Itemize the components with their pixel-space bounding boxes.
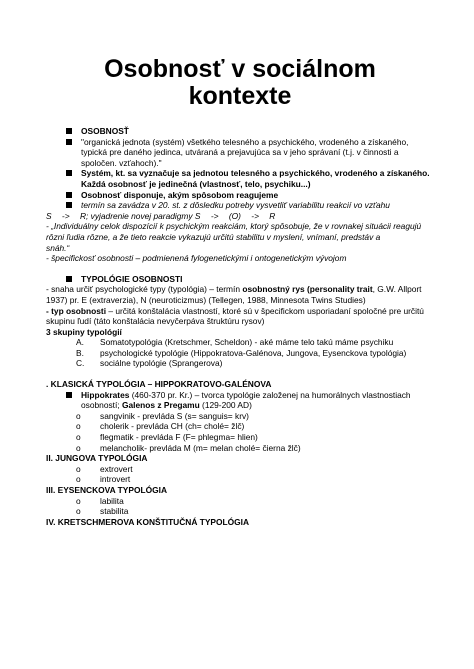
disponuje-row: [46, 190, 434, 201]
type-text: – určitá konštalácia vlastností, ktoré sú v špecifickom usporiadaní spoločné pre určitú: [106, 305, 424, 316]
list-text: psychologické typológie (Hippokratova-Galénova, Jungova, Eysenckova typológia): [100, 347, 407, 358]
list-text: melancholik- prevláda M (m= melan cholé= čierna žlč): [100, 442, 301, 453]
osobnost-quote-row: [46, 137, 434, 169]
arrow-icon: ->: [251, 210, 259, 221]
galenos-name: Galenos z Pregamu: [121, 400, 200, 411]
trait-line: 1937) pr. E (extraverzia), N (neuroticizmus) (Tellegen, 1988, Minnesota Twins Studies): [46, 294, 366, 305]
arrow-icon: ->: [61, 210, 70, 221]
kretschmer-heading: IV. KRETSCHMEROVA KONŠTITUČNÁ TYPOLÓGIA: [46, 516, 250, 527]
document-body: [46, 126, 434, 527]
hippokrates-row: [46, 390, 434, 411]
type-term: - typ osobnosti: [46, 305, 107, 316]
document-title: [46, 0, 434, 110]
eysenck-heading: III. EYSENCKOVA TYPOLÓGIA: [46, 485, 167, 495]
circle-bullet-icon: o: [76, 421, 81, 432]
system-text: [81, 168, 434, 189]
hippokrates-desc: (460-370 pr. Kr.) – tvorca typológie založenej na humorálnych vlastnostiach: [129, 389, 411, 400]
square-bullet-icon: [66, 139, 72, 145]
system-line: Každá osobnosť je jedinečná (vlastnosť, telo, psychiku...): [81, 178, 311, 189]
sor-o: (O): [228, 210, 241, 221]
osobnost-heading-row: [46, 126, 434, 137]
system-line: Systém, kt. sa vyznačuje sa jednotou telesného a psychického, vrodeného a získaného.: [81, 168, 430, 179]
list-item: [46, 337, 434, 348]
trait-paragraph: [46, 284, 434, 305]
square-bullet-icon: [66, 170, 72, 176]
square-bullet-icon: [66, 192, 72, 198]
individual-quote: [46, 221, 434, 253]
typologie-heading: TYPOLÓGIE OSOBNOSTI: [81, 273, 183, 284]
quote-line: spoločen. vzťahoch).": [81, 157, 162, 168]
galenos-years: (129-200 AD): [199, 400, 252, 411]
klasicka-heading: . KLASICKÁ TYPOLÓGIA – HIPPOKRATOVO-GALÉNOVA: [46, 379, 272, 390]
list-label: A.: [76, 337, 84, 348]
square-bullet-icon: [66, 202, 72, 208]
trait-author: , G.W. Allport: [372, 284, 422, 295]
specificity-line: - špecifickosť osobnosti – podmienená fylogenetickými i ontogenetickým vývojom: [46, 253, 347, 264]
arrow-icon: ->: [210, 210, 219, 221]
square-bullet-icon: [66, 276, 72, 282]
type-paragraph: [46, 306, 434, 327]
hippokrates-name: Hippokrates: [81, 389, 130, 400]
list-text: introvert: [100, 474, 131, 485]
list-item: [46, 358, 434, 369]
list-text: Somatotypológia (Kretschmer, Scheldon) - aké máme telo takú máme psychiku: [100, 337, 394, 348]
circle-bullet-icon: o: [76, 463, 81, 474]
list-item: [46, 443, 434, 454]
trait-text: - snaha určiť psychologické typy (typológia) – termín: [46, 284, 243, 295]
list-item: [46, 496, 434, 507]
circle-bullet-icon: o: [76, 442, 81, 453]
groups-heading: 3 skupiny typológií: [46, 326, 122, 337]
list-item: [46, 421, 434, 432]
quote2-line: rôzni ľudia rôzne, a že tieto reakcie vykazujú určitú stabilitu v myslení, vnímaní, predstáv a: [46, 231, 381, 242]
title-line-2: kontexte: [188, 82, 292, 110]
quote2-line: - „Individuálny celok dispozícií k psychickým reakciám, ktorý spôsobuje, že v rovnakej situácii reagujú: [46, 221, 422, 232]
circle-bullet-icon: o: [76, 495, 81, 506]
list-text: stabilita: [100, 506, 129, 517]
osobnost-heading: OSOBNOSŤ: [81, 126, 129, 136]
quote2-line: snáh.“: [46, 242, 70, 253]
sor-text: R; vyjadrenie novej paradigmy S: [79, 210, 201, 221]
jung-heading: II. JUNGOVA TYPOLÓGIA: [46, 453, 148, 464]
list-text: cholerik - prevláda CH (ch= cholé= žlč): [100, 421, 245, 432]
system-row: [46, 168, 434, 189]
circle-bullet-icon: o: [76, 506, 81, 517]
list-text: sociálne typológie (Sprangerova): [100, 358, 223, 369]
circle-bullet-icon: o: [76, 474, 81, 485]
list-label: C.: [76, 358, 85, 369]
circle-bullet-icon: o: [76, 410, 81, 421]
list-item: [46, 474, 434, 485]
circle-bullet-icon: o: [76, 432, 81, 443]
list-text: labilita: [100, 495, 124, 506]
list-text: sangvinik - prevláda S (s= sanguis= krv): [100, 410, 249, 421]
list-item: [46, 464, 434, 475]
list-item: [46, 432, 434, 443]
disponuje-text: Osobnosť disponuje, akým spôsobom reagujeme: [81, 189, 279, 200]
quote-line: "organická jednota (systém) všetkého telesného a psychického, vrodeného a získaného,: [81, 136, 409, 147]
list-item: [46, 506, 434, 517]
termin-row: [46, 200, 434, 211]
list-item: [46, 348, 434, 359]
title-line-1: Osobnosť v sociálnom: [104, 55, 376, 83]
trait-term: osobnostný rys (personality trait: [242, 284, 373, 295]
hippokrates-desc2: osobností;: [81, 400, 122, 411]
sor-s: S: [46, 210, 52, 221]
sor-paradigm-line: [46, 211, 434, 222]
sor-r: R: [269, 210, 276, 221]
termin-text: termín sa zavádza v 20. st. z dôsledku potreby vysvetliť variabilitu reakcií vo vzťahu: [81, 200, 390, 211]
list-text: extrovert: [100, 463, 133, 474]
list-text: flegmatik - prevláda F (F= phlegma= hlien): [100, 432, 258, 443]
square-bullet-icon: [66, 128, 72, 134]
type-line: skupinu ľudí (táto konštalácia nevyčerpáva štruktúru rysov): [46, 316, 265, 327]
osobnost-quote: [81, 137, 434, 169]
quote-line: typická pre daného jedinca, utváraná a prejavujúca sa v jeho správaní (t.j. v činnosti a: [81, 147, 399, 158]
list-item: [46, 411, 434, 422]
hippokrates-text: [81, 390, 434, 411]
list-label: B.: [76, 347, 84, 358]
square-bullet-icon: [66, 392, 72, 398]
typologie-heading-row: [46, 274, 434, 285]
